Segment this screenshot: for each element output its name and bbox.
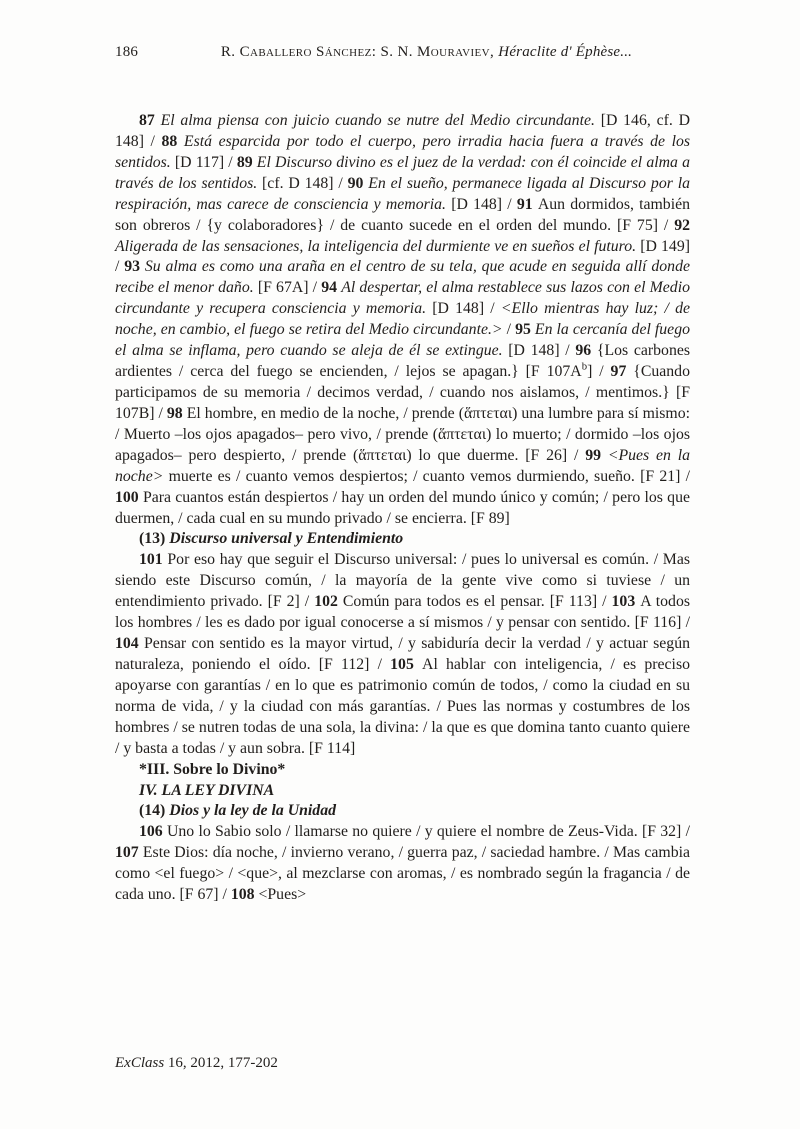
text-segment: [cf. D 148] /: [257, 174, 348, 192]
text-segment: 108: [230, 886, 259, 904]
text-segment: 102: [314, 593, 343, 611]
text-segment: Este Dios: día noche, / invierno verano, / guerra paz, / saciedad hambre. / Mas cambia como <el fuego> / <que>, al mezclarse con aromas, / es nombrado según la fragancia / de cada uno. [F 67] /: [115, 844, 690, 904]
heading-section-iv: [115, 781, 690, 802]
text-segment: 93: [124, 258, 145, 276]
page-number: 186: [115, 44, 139, 60]
text-segment: 16, 2012, 177-202: [164, 1055, 278, 1071]
text-segment: 106: [139, 823, 167, 841]
text-segment: ExClass: [115, 1055, 165, 1071]
text-segment: IV. LA LEY DIVINA: [139, 781, 275, 799]
text-segment: ] /: [587, 363, 611, 381]
text-segment: muerte es / cuanto vemos despiertos; / cuanto vemos durmiendo, sueño. [F 21] /: [163, 467, 690, 485]
text-segment: 97: [610, 363, 634, 381]
text-segment: 89: [236, 153, 257, 171]
text-segment: 87: [139, 112, 161, 129]
heading-section-13: [115, 529, 690, 550]
text-segment: Dios y la ley de la Unidad: [169, 802, 337, 820]
text-segment: 105: [390, 655, 423, 673]
heading-section-14: [115, 801, 690, 822]
body-text: [115, 111, 690, 906]
text-segment: Aun dormidos, también son obreros / {y colaboradores} / de cuanto sucede en el orden del mundo. [F 75] /: [115, 195, 691, 234]
text-segment: [D 146, cf. D 148] /: [115, 112, 690, 150]
text-segment: 100: [115, 488, 143, 506]
text-segment: 107: [115, 844, 143, 862]
text-segment: Uno lo Sabio solo / llamarse no quiere / y quiere el nombre de Zeus-Vida. [F 32] /: [166, 823, 690, 841]
text-segment: *III. Sobre lo Divino*: [139, 760, 286, 778]
text-segment: En la cercanía del fuego el alma se inflama, pero cuando se aleja de él se extingue.: [115, 321, 690, 360]
text-segment: <Pues en la noche>: [115, 446, 690, 485]
text-segment: A todos los hombres / les es dado por igual conocerse a sí mismos / y pensar con sentido. [F 116] /: [115, 593, 690, 632]
text-segment: Está esparcida por todo el cuerpo, pero irradia hacia fuera a través de los sentidos.: [115, 132, 691, 171]
paragraph-fragments-101-105: [115, 550, 690, 759]
text-segment: {Los carbones ardientes / cerca del fuego se encienden, / lejos se apagan.} [F 107A: [115, 342, 691, 381]
text-segment: 98: [166, 404, 187, 422]
text-segment: 88: [161, 132, 184, 150]
text-segment: [D 148] /: [446, 195, 517, 213]
text-segment: [F 67A] /: [253, 279, 322, 297]
footer-journal-reference: [115, 1055, 278, 1072]
text-segment: Al despertar, el alma restablece sus lazos con el Medio circundante y recupera consciencia y memoria.: [115, 279, 690, 318]
text-segment: /: [502, 321, 516, 339]
text-segment: El alma piensa con juicio cuando se nutre del Medio circundante.: [160, 112, 595, 129]
text-segment: R. Caballero Sánchez: S. N. Mouraviev,: [220, 44, 499, 60]
text-segment: Por eso hay que seguir el Discurso universal: / pues lo universal es común. / Mas siendo este Discurso común, / la mayoría de la gente vive como si tuviese / un entendimiento privado. [F 2] /: [115, 551, 690, 611]
text-segment: 96: [575, 342, 597, 360]
text-segment: 92: [674, 216, 690, 234]
text-segment: (14): [139, 802, 170, 820]
text-segment: 99: [585, 446, 608, 464]
text-segment: Común para todos es el pensar. [F 113] /: [342, 593, 612, 611]
text-segment: {Cuando participamos de su memoria / decimos verdad, / cuando nos aislamos, / mentimos.} [F 107B] /: [115, 363, 690, 422]
text-segment: 101: [139, 551, 168, 569]
text-segment: 94: [321, 279, 342, 297]
text-segment: [D 117] /: [170, 153, 237, 171]
text-segment: <Pues>: [258, 886, 307, 904]
running-title: [163, 44, 690, 61]
text-segment: Su alma es como una araña en el centro de su tela, que acude en seguida allí donde recibe el menor daño.: [115, 258, 690, 297]
text-segment: Discurso universal y Entendimiento: [169, 530, 404, 548]
text-segment: Aligerada de las sensaciones, la inteligencia del durmiente ve en sueños el futuro.: [115, 237, 637, 255]
text-segment: Al hablar con inteligencia, / es preciso apoyarse con garantías / en lo que es patrimonio común de todos, / como la ciudad en su norma de vida, / y la ciudad con más garantías. / Pues las normas y costumbres de los hombres / se nutren todas de una sola, la divina: / la que es que domina tanto cuanto quiere / y basta a todas / y aun sobra. [F 114]: [115, 655, 690, 757]
text-segment: [D 149] /: [115, 237, 690, 276]
text-segment: El Discurso divino es el juez de la verdad: con él coincide el alma a través de los sentidos.: [115, 153, 691, 192]
text-segment: 95: [515, 321, 535, 339]
text-segment: [D 148] /: [426, 300, 501, 318]
paragraph-fragments-87-100: [115, 111, 690, 529]
text-segment: <Ello mientras hay luz; / de noche, en cambio, el fuego se retira del Medio circundante.>: [115, 300, 691, 339]
text-segment: 91: [516, 195, 538, 213]
text-segment: En el sueño, permanece ligada al Discurso por la respiración, mas carece de consciencia y memoria.: [115, 174, 690, 213]
heading-section-iii: [115, 760, 690, 781]
text-segment: [D 148] /: [502, 342, 576, 360]
paragraph-fragments-106-108: [115, 822, 690, 906]
running-header: [115, 44, 690, 61]
text-segment: Pensar con sentido es la mayor virtud, / y sabiduría decir la verdad / y actuar según naturaleza, poniendo el oído. [F 112] /: [115, 635, 690, 673]
text-segment: 104: [115, 635, 145, 653]
text-segment: El hombre, en medio de la noche, / prende (ἅπτεται) una lumbre para sí mismo: / Muerto –los ojos apagados– pero vivo, / prende (ἅπτεται) lo muerto; / dormido –los ojos apagados– pero despierto, / prende (ἅπτεται) lo que duerme. [F 26] /: [115, 404, 691, 464]
text-segment: Héraclite d' Éphèse...: [498, 44, 633, 60]
text-segment: (13): [139, 530, 170, 548]
text-segment: 90: [347, 174, 369, 192]
text-segment: 103: [611, 593, 641, 611]
text-segment: Para cuantos están despiertos / hay un orden del mundo único y común; / pero los que duermen, / cada cual en su mundo privado / se encierra. [F 89]: [115, 488, 690, 527]
text-segment: b: [581, 360, 588, 373]
